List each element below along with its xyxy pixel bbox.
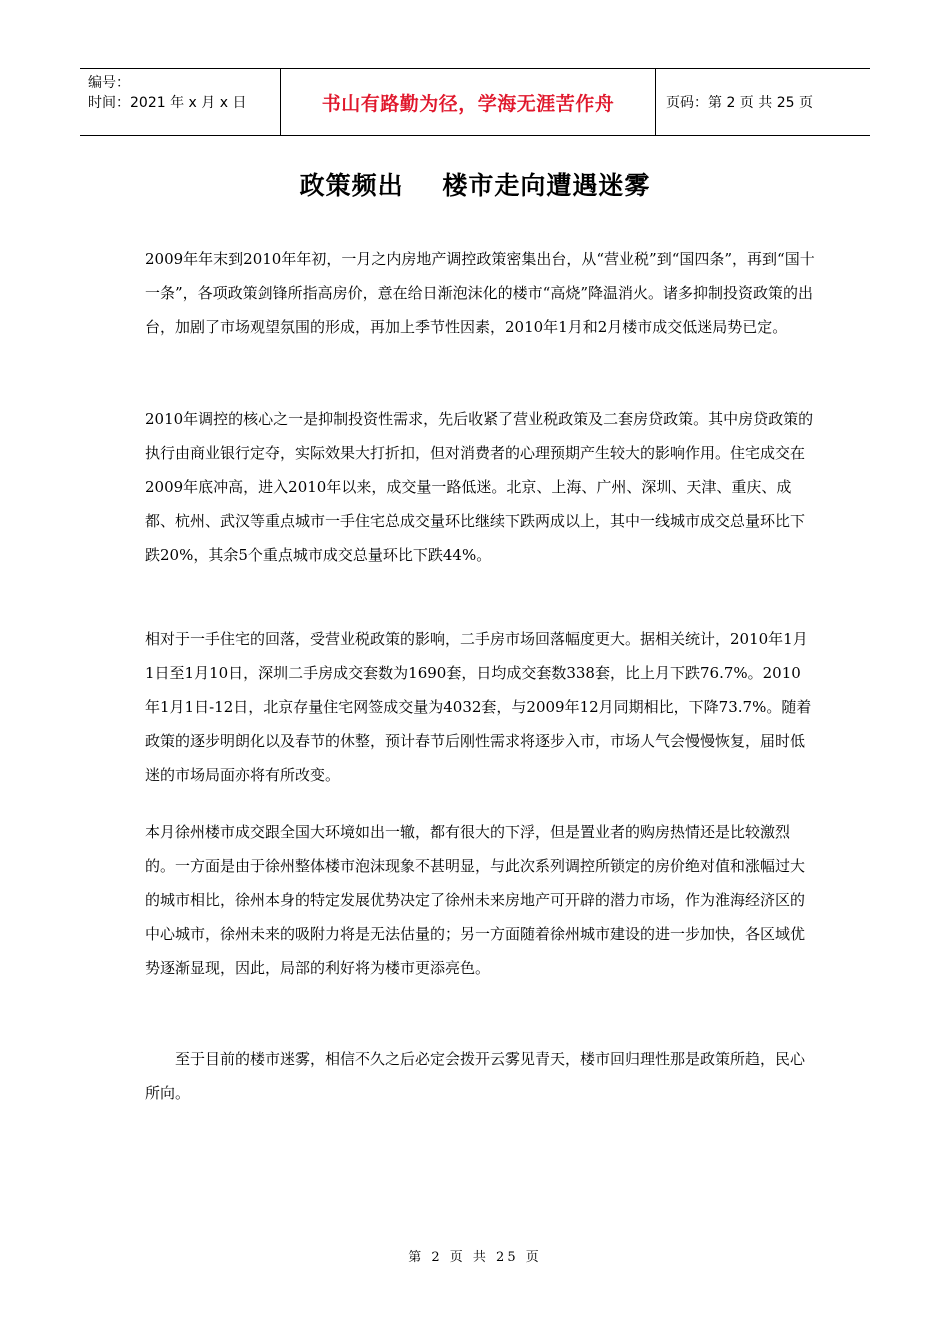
paragraph-5: 至于目前的楼市迷雾，相信不久之后必定会拨开云雾见青天，楼市回归理性那是政策所趋，民心所向。 <box>145 1050 806 1102</box>
paragraph-4: 本月徐州楼市成交跟全国大环境如出一辙，都有很大的下浮，但是置业者的购房热情还是比较激烈的。一方面是由于徐州整体楼市泡沫现象不甚明显，与此次系列调控所锁定的房价绝对值和涨幅过大的城市相比，徐州本身的特定发展优势决定了徐州未来房地产可开辟的潜力市场，作为淮海经济区的中心城市，徐州未来的吸附力将是无法估量的；另一方面随着徐州城市建设的进一步加快，各区域优势逐渐显现，因此，局部的利好将为楼市更添亮色。 <box>145 823 806 977</box>
article-title: 政策频出 楼市走向遭遇迷雾 <box>299 171 651 200</box>
paragraph-3: 相对于一手住宅的回落，受营业税政策的影响，二手房市场回落幅度更大。据相关统计，2010年1月1日至1月10日，深圳二手房成交套数为1690套，日均成交套数338套，比上月下跌76.7%。2010年1月1日-12日，北京存量住宅网签成交量为4032套，与2009年12月同期相比，下降73.7%。随着政策的逐步明朗化以及春节的休整，预计春节后刚性需求将逐步入市，市场人气会慢慢恢复，届时低迷的市场局面亦将有所改变。 <box>145 630 812 784</box>
paragraph-2: 2010年调控的核心之一是抑制投资性需求，先后收紧了营业税政策及二套房贷政策。其中房贷政策的执行由商业银行定夺，实际效果大打折扣，但对消费者的心理预期产生较大的影响作用。住宅成交在2009年底冲高，进入2010年以来，成交量一路低迷。北京、上海、广州、深圳、天津、重庆、成都、杭州、武汉等重点城市一手住宅总成交量环比继续下跌两成以上，其中一线城市成交总量环比下跌20%，其余5个重点城市成交总量环比下跌44%。 <box>145 410 814 564</box>
document-header <box>80 68 870 136</box>
page-footer: 第 2 页 共 25 页 <box>408 1250 542 1265</box>
header-meta <box>80 69 281 135</box>
header-page-info: 页码：第 2 页 共 25 页 <box>666 95 813 111</box>
doc-number-label: 编号： <box>88 75 130 91</box>
header-motto: 书山有路勤为径，学海无涯苦作舟 <box>281 69 656 135</box>
paragraph-1: 2009年年末到2010年年初，一月之内房地产调控政策密集出台，从“营业税”到“国四条”，再到“国十一条”，各项政策剑锋所指高房价，意在给日渐泡沫化的楼市“高烧”降温消火。诸多抑制投资政策的出台，加剧了市场观望氛围的形成，再加上季节性因素，2010年1月和2月楼市成交低迷局势已定。 <box>145 250 815 336</box>
date-text: 时间：2021 年 x 月 x 日 <box>88 95 247 111</box>
